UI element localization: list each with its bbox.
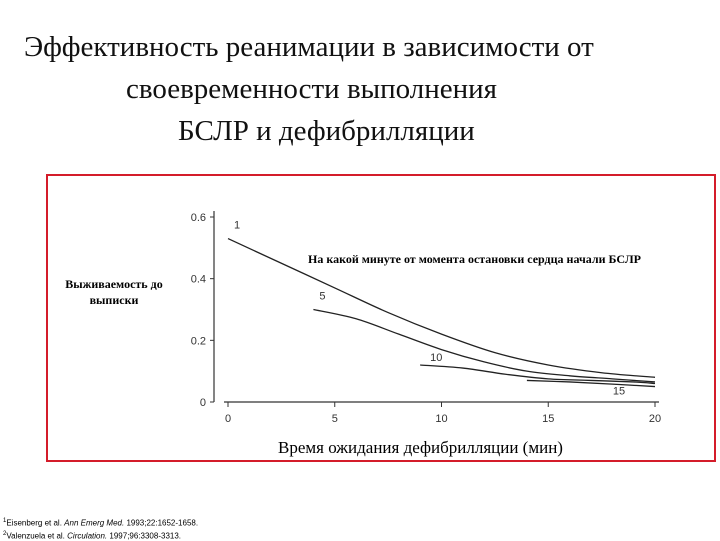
series-label-1: 1 xyxy=(234,219,241,232)
chart-annotation: На какой минуте от момента остановки сердца начали БСЛР xyxy=(308,252,641,266)
x-tick-label: 5 xyxy=(331,413,338,425)
y-tick-label: 0 xyxy=(199,397,206,409)
title-line-2: своевременности выполнения xyxy=(126,73,498,105)
y-tick-label: 0.2 xyxy=(190,335,206,348)
series-label-5: 5 xyxy=(319,290,326,303)
references xyxy=(3,516,198,541)
series-label-15: 15 xyxy=(612,385,626,398)
reference-2: $^2$Valenzuela et al. Circulation. 1997;96:3308-3313. xyxy=(3,530,182,541)
x-tick-label: 10 xyxy=(435,413,448,425)
title-line-1: Эффективность реанимации в зависимости от xyxy=(24,31,594,63)
title-line-3: БСЛР и дефибрилляции xyxy=(178,115,475,147)
reference-1: $^1$Eisenberg et al. Ann Emerg Med. 1993;22:1652-1658. xyxy=(3,518,199,528)
series-line-15 xyxy=(527,380,655,386)
series-label-10: 10 xyxy=(430,352,443,364)
y-axis-label: Выживаемость до выписки xyxy=(65,277,163,307)
y-tick-label: 0.6 xyxy=(190,212,206,224)
x-axis-label: Время ожидания дефибрилляции (мин) xyxy=(278,438,563,457)
x-tick-label: 20 xyxy=(648,413,662,425)
y-tick-label: 0.4 xyxy=(190,273,206,286)
x-tick-label: 15 xyxy=(542,413,555,425)
x-tick-label: 0 xyxy=(224,413,232,425)
